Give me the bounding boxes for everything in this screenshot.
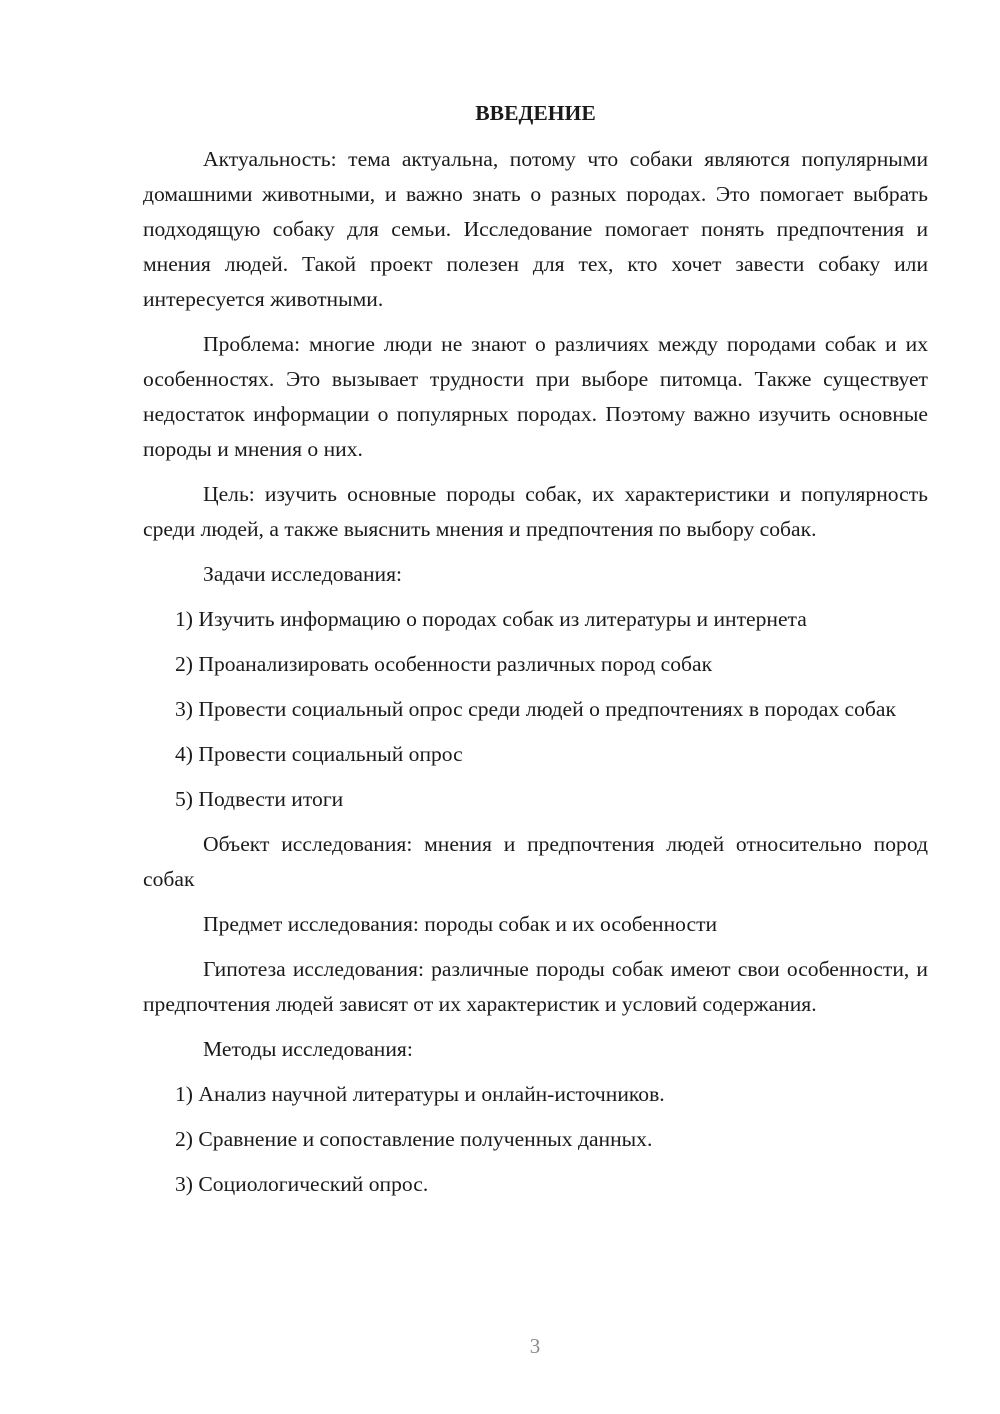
document-body [143,96,928,1212]
task-item: 4) Провести социальный опрос [175,742,463,766]
page-number: 3 [529,1334,541,1358]
method-item: 3) Социологический опрос. [175,1172,429,1196]
goal-paragraph: Цель: изучить основные породы собак, их характеристики и популярность среди людей, а также выяснить мнения и предпочтения по выбору собак. [143,482,928,541]
section-heading: ВВЕДЕНИЕ [475,101,596,125]
relevance-paragraph: Актуальность: тема актуальна, потому что собаки являются популярными домашними животными, и важно знать о разных породах. Это помогает выбрать подходящую собаку для семьи. Исследование помогает понять предпочтения и мнения людей. Такой проект полезен для тех, кто хочет завести собаку или интересуется животными. [143,147,928,311]
task-item: 5) Подвести итоги [175,787,344,811]
task-item: 1) Изучить информацию о породах собак из литературы и интернета [175,607,807,631]
hypothesis-paragraph: Гипотеза исследования: различные породы собак имеют свои особенности, и предпочтения людей зависят от их характеристик и условий содержания. [143,957,928,1016]
tasks-title: Задачи исследования: [203,562,403,586]
methods-title: Методы исследования: [203,1037,413,1061]
subject-paragraph: Предмет исследования: породы собак и их особенности [203,912,718,936]
task-item: 2) Проанализировать особенности различных пород собак [175,652,713,676]
method-item: 2) Сравнение и сопоставление полученных данных. [175,1127,653,1151]
method-item: 1) Анализ научной литературы и онлайн-источников. [175,1082,665,1106]
task-item: 3) Провести социальный опрос среди людей о предпочтениях в породах собак [175,697,896,721]
object-paragraph: Объект исследования: мнения и предпочтения людей относительно пород собак [143,832,928,891]
problem-paragraph: Проблема: многие люди не знают о различиях между породами собак и их особенностях. Это вызывает трудности при выборе питомца. Также существует недостаток информации о популярных породах. Поэтому важно изучить основные породы и мнения о них. [143,332,928,461]
